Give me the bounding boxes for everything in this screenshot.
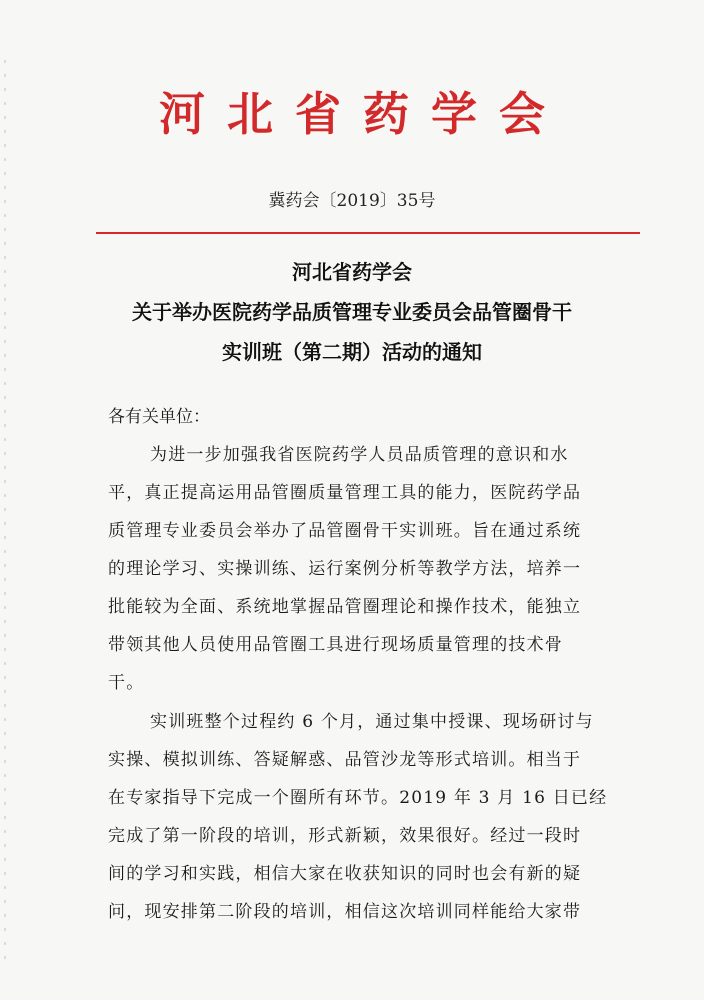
paragraph-line: 问，现安排第二阶段的培训，相信这次培训同样能给大家带: [108, 902, 582, 922]
salutation: 各有关单位：: [108, 407, 210, 427]
paragraph-line: 完成了第一阶段的培训，形式新颖，效果很好。经过一段时: [108, 826, 582, 846]
notice-title-line-3: 实训班（第二期）活动的通知: [222, 340, 482, 364]
paragraph-line: 平，真正提高运用品管圈质量管理工具的能力，医院药学品: [108, 483, 582, 503]
paragraph-line: 干。: [108, 673, 145, 693]
paragraph-line: 实训班整个过程约 6 个月，通过集中授课、现场研讨与: [150, 712, 594, 732]
notice-title-line-2: 关于举办医院药学品质管理专业委员会品管圈骨干: [132, 300, 572, 324]
paragraph-line: 为进一步加强我省医院药学人员品质管理的意识和水: [150, 445, 569, 465]
paragraph-2: [108, 703, 638, 931]
document-number: 冀药会〔2019〕35号: [268, 191, 436, 211]
paragraph-line: 实操、模拟训练、答疑解惑、品管沙龙等形式培训。相当于: [108, 750, 582, 770]
paragraph-line: 带领其他人员使用品管圈工具进行现场质量管理的技术骨: [108, 635, 563, 655]
paragraph-line: 批能较为全面、系统地掌握品管圈理论和操作技术，能独立: [108, 597, 582, 617]
paragraph-1: [108, 436, 638, 702]
letterhead-red-rule: [96, 232, 640, 234]
org-letterhead-title: 河北省药学会: [159, 87, 567, 141]
paragraph-line: 间的学习和实践，相信大家在收获知识的同时也会有新的疑: [108, 864, 582, 884]
paragraph-line: 质管理专业委员会举办了品管圈骨干实训班。旨在通过系统: [108, 521, 582, 541]
notice-title-line-1: 河北省药学会: [292, 260, 412, 284]
paragraph-line: 的理论学习、实操训练、运行案例分析等教学方法，培养一: [108, 559, 582, 579]
paragraph-line: 在专家指导下完成一个圈所有环节。2019 年 3 月 16 日已经: [108, 788, 608, 808]
